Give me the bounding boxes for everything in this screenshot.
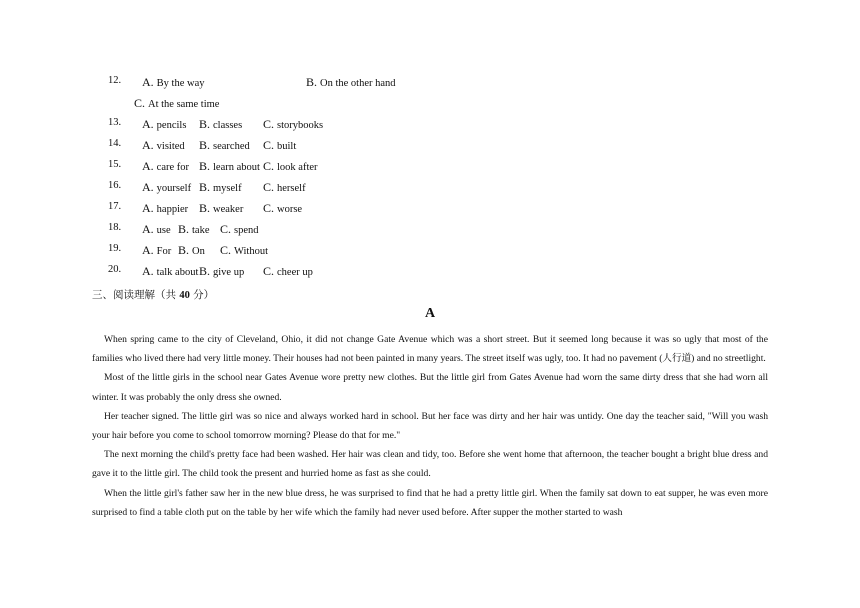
option-text: talk about	[156, 267, 199, 278]
option-b	[199, 138, 250, 153]
option-text: learn about	[213, 162, 260, 173]
option-letter: C.	[263, 201, 278, 215]
option-letter: A.	[142, 117, 157, 131]
option-text: take	[192, 225, 210, 236]
option-a	[142, 75, 205, 90]
option-letter: A.	[142, 222, 157, 236]
option-b	[306, 75, 396, 90]
option-letter: A.	[142, 264, 157, 278]
option-letter: B.	[306, 75, 321, 89]
option-text: classes	[213, 120, 243, 131]
passage-paragraph: Her teacher signed. The little girl was so nice and always worked hard in school. But her face was dirty and her hair was untidy. One day the teacher said, "Will you wash your hair before you come to school tomorrow morning? Please do that for me."	[92, 410, 768, 442]
section-points: 40	[179, 290, 190, 301]
question-number: 16.	[108, 180, 122, 191]
option-text: visited	[156, 141, 185, 152]
passage-paragraph: Most of the little girls in the school near Gates Avenue wore pretty new clothes. But the little girl from Gates Avenue had worn the same dirty dress that she had worn all winter. It was probably the only dress she owned.	[92, 372, 768, 403]
passage-body	[92, 330, 768, 522]
option-c	[220, 222, 259, 237]
option-text: storybooks	[277, 120, 324, 131]
option-text: yourself	[156, 183, 192, 194]
option-b	[178, 243, 205, 258]
option-text: happier	[156, 204, 189, 215]
option-letter: A.	[142, 180, 157, 194]
question-number: 17.	[108, 201, 122, 212]
option-letter: B.	[178, 222, 193, 236]
option-text: use	[156, 225, 171, 236]
question-number: 20.	[108, 264, 122, 275]
option-letter: C.	[220, 243, 235, 257]
option-a	[142, 159, 189, 174]
option-c	[220, 243, 268, 258]
option-text: On the other hand	[320, 78, 396, 89]
option-a	[142, 138, 185, 153]
option-letter: A.	[142, 201, 157, 215]
option-letter: A.	[142, 243, 157, 257]
option-c	[263, 264, 313, 279]
option-letter: B.	[178, 243, 193, 257]
option-text: worse	[277, 204, 303, 215]
question-number: 13.	[108, 117, 122, 128]
option-c	[263, 201, 302, 216]
option-b	[199, 117, 242, 132]
option-a	[142, 243, 171, 258]
option-a	[142, 222, 171, 237]
passage-paragraph: When the little girl's father saw her in the new blue dress, he was surprised to find that he had a pretty little girl. When the family sat down to eat supper, he was even more surprised to find a table cloth put on the table by her wife which the family had never used before. After supper the mother started to wash	[92, 487, 768, 518]
option-letter: A.	[142, 138, 157, 152]
option-b	[199, 159, 260, 174]
option-letter: C.	[134, 96, 149, 110]
option-a	[142, 117, 186, 132]
option-text: built	[277, 141, 297, 152]
option-c	[263, 159, 318, 174]
passage-title: A	[424, 306, 436, 321]
option-b	[199, 201, 243, 216]
option-text: On	[192, 246, 205, 257]
option-letter: B.	[199, 159, 214, 173]
option-text: myself	[213, 183, 242, 194]
option-letter: C.	[263, 180, 278, 194]
option-b	[199, 180, 242, 195]
option-c	[263, 180, 306, 195]
option-text: weaker	[213, 204, 244, 215]
question-number: 12.	[108, 75, 122, 86]
section-suffix: 分）	[189, 289, 215, 301]
option-text: herself	[277, 183, 306, 194]
question-number: 18.	[108, 222, 122, 233]
option-letter: C.	[263, 117, 278, 131]
option-letter: A.	[142, 75, 157, 89]
option-text: At the same time	[148, 99, 220, 110]
passage-paragraph: The next morning the child's pretty face had been washed. Her hair was clean and tidy, too. Before she went home that afternoon, the teacher bought a bright blue dress and gave it to the little girl. The child took the present and hurried home as fast as she could.	[92, 449, 768, 480]
passage-paragraph: When spring came to the city of Cleveland, Ohio, it did not change Gate Avenue which was a short street. But it seemed long because it was so ugly that most of the families who lived there had very little money. Their houses had not been painted in many years. The street itself was ugly, too. It had no pavement (人行道) and no streetlight.	[92, 334, 768, 365]
option-letter: B.	[199, 201, 214, 215]
section-heading	[92, 287, 214, 302]
option-c	[134, 96, 219, 111]
option-a	[142, 180, 191, 195]
question-number: 14.	[108, 138, 122, 149]
option-letter: C.	[220, 222, 235, 236]
option-letter: C.	[263, 159, 278, 173]
option-a	[142, 264, 198, 279]
option-b	[199, 264, 244, 279]
option-letter: B.	[199, 180, 214, 194]
option-text: For	[156, 246, 172, 257]
option-text: Without	[234, 246, 269, 257]
option-text: searched	[213, 141, 250, 152]
option-text: look after	[277, 162, 318, 173]
option-text: care for	[156, 162, 190, 173]
option-c	[263, 117, 323, 132]
section-prefix: 三、阅读理解（共	[92, 289, 180, 301]
option-text: spend	[234, 225, 259, 236]
option-b	[178, 222, 210, 237]
question-number: 19.	[108, 243, 122, 254]
option-a	[142, 201, 188, 216]
option-text: cheer up	[277, 267, 313, 278]
option-c	[263, 138, 296, 153]
option-text: By the way	[156, 78, 205, 89]
option-letter: A.	[142, 159, 157, 173]
option-text: give up	[213, 267, 245, 278]
option-letter: B.	[199, 117, 214, 131]
option-letter: B.	[199, 264, 214, 278]
question-number: 15.	[108, 159, 122, 170]
option-text: pencils	[156, 120, 187, 131]
option-letter: C.	[263, 264, 278, 278]
option-letter: C.	[263, 138, 278, 152]
option-letter: B.	[199, 138, 214, 152]
